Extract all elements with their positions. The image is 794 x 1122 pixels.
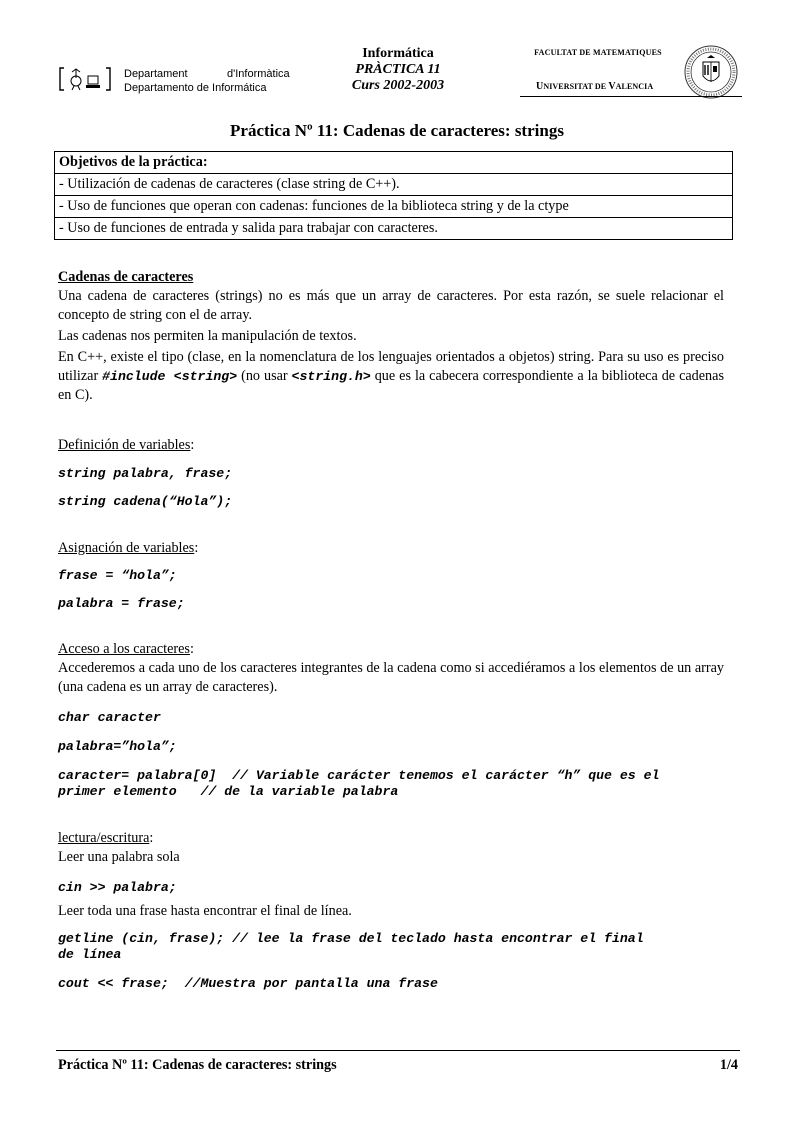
dept-es-name: Departamento de Informática — [124, 82, 267, 94]
code-line: palabra = frase; — [58, 596, 185, 611]
section-heading: Cadenas de caracteres — [58, 269, 194, 285]
objectives-box — [54, 151, 733, 240]
paragraph: En C++, existe el tipo (clase, en la nomenclatura de los lenguajes orientados a objetos) string. Para su uso es preciso utilizar #include <string> (no usar <string.h> que es la cabecera correspondiente a la biblioteca de cadenas en C). — [58, 349, 724, 403]
practice-number: PRÀCTICA 11 — [355, 62, 441, 77]
code-line: cin >> palabra; — [58, 880, 177, 895]
code-block: caracter= palabra[0] // Variable carácter tenemos el carácter “h” que es el primer elemento // de la variable palabra — [58, 768, 660, 799]
objective-item: - Uso de funciones de entrada y salida para trabajar con caracteres. — [59, 220, 438, 236]
code-block: getline (cin, frase); // lee la frase del teclado hasta encontrar el final de línea — [58, 931, 644, 962]
section-definicion — [58, 436, 724, 455]
subsection-heading: Definición de variables: — [58, 437, 195, 453]
page-title: Práctica Nº 11: Cadenas de caracteres: strings — [230, 121, 564, 140]
objectives-heading: Objetivos de la práctica: — [55, 152, 732, 174]
department-logo-icon — [58, 66, 112, 92]
section-asignacion — [58, 539, 724, 558]
footer-title: Práctica Nº 11: Cadenas de caracteres: strings — [58, 1057, 337, 1073]
subsection-heading: lectura/escritura: — [58, 830, 154, 846]
code-line: string palabra, frase; — [58, 466, 233, 481]
paragraph: Leer toda una frase hasta encontrar el final de línea. — [58, 903, 352, 919]
objective-item: - Uso de funciones que operan con cadenas: funciones de la biblioteca string y de la ctype — [55, 196, 732, 218]
code-line: frase = “hola”; — [58, 568, 177, 583]
subsection-heading: Acceso a los caracteres: — [58, 641, 194, 657]
university-name: UNIVERSITAT DE VALENCIA — [536, 81, 654, 92]
objective-item: - Utilización de cadenas de caracteres (clase string de C++). — [55, 174, 732, 196]
inline-code: #include <string> — [102, 369, 238, 384]
code-line: char caracter — [58, 710, 161, 725]
header-rule — [520, 96, 742, 97]
section-lectura — [58, 829, 724, 867]
dept-ca-label: Departament — [124, 68, 188, 80]
paragraph: Leer una palabra sola — [58, 849, 180, 865]
section-cadenas — [58, 268, 724, 405]
inline-code: <string.h> — [291, 369, 371, 384]
paragraph: Las cadenas nos permiten la manipulación de textos. — [58, 328, 357, 344]
faculty-name: FACULTAT DE MATEMATIQUES — [534, 48, 662, 57]
footer-rule — [56, 1050, 740, 1051]
academic-year: Curs 2002-2003 — [351, 78, 445, 93]
code-line: string cadena(“Hola”); — [58, 494, 233, 509]
page-number: 1/4 — [719, 1057, 738, 1073]
university-seal-icon — [683, 44, 739, 100]
department-name — [124, 67, 290, 95]
paragraph: Una cadena de caracteres (strings) no es más que un array de caracteres. Por esta razón, se suele relacionar el concepto de string con el de array. — [58, 288, 724, 323]
paragraph: Accederemos a cada uno de los caracteres integrantes de la cadena como si accediéramos a los elementos de un array (una cadena es un array de caracteres). — [58, 660, 724, 695]
course-name: Informática — [362, 46, 434, 61]
section-acceso — [58, 640, 724, 697]
code-line: cout << frase; //Muestra por pantalla una frase — [58, 976, 438, 991]
code-line: palabra=”hola”; — [58, 739, 177, 754]
header-course-info — [330, 46, 466, 94]
subsection-heading: Asignación de variables: — [58, 540, 199, 556]
dept-ca-name: d'Informàtica — [227, 68, 290, 80]
